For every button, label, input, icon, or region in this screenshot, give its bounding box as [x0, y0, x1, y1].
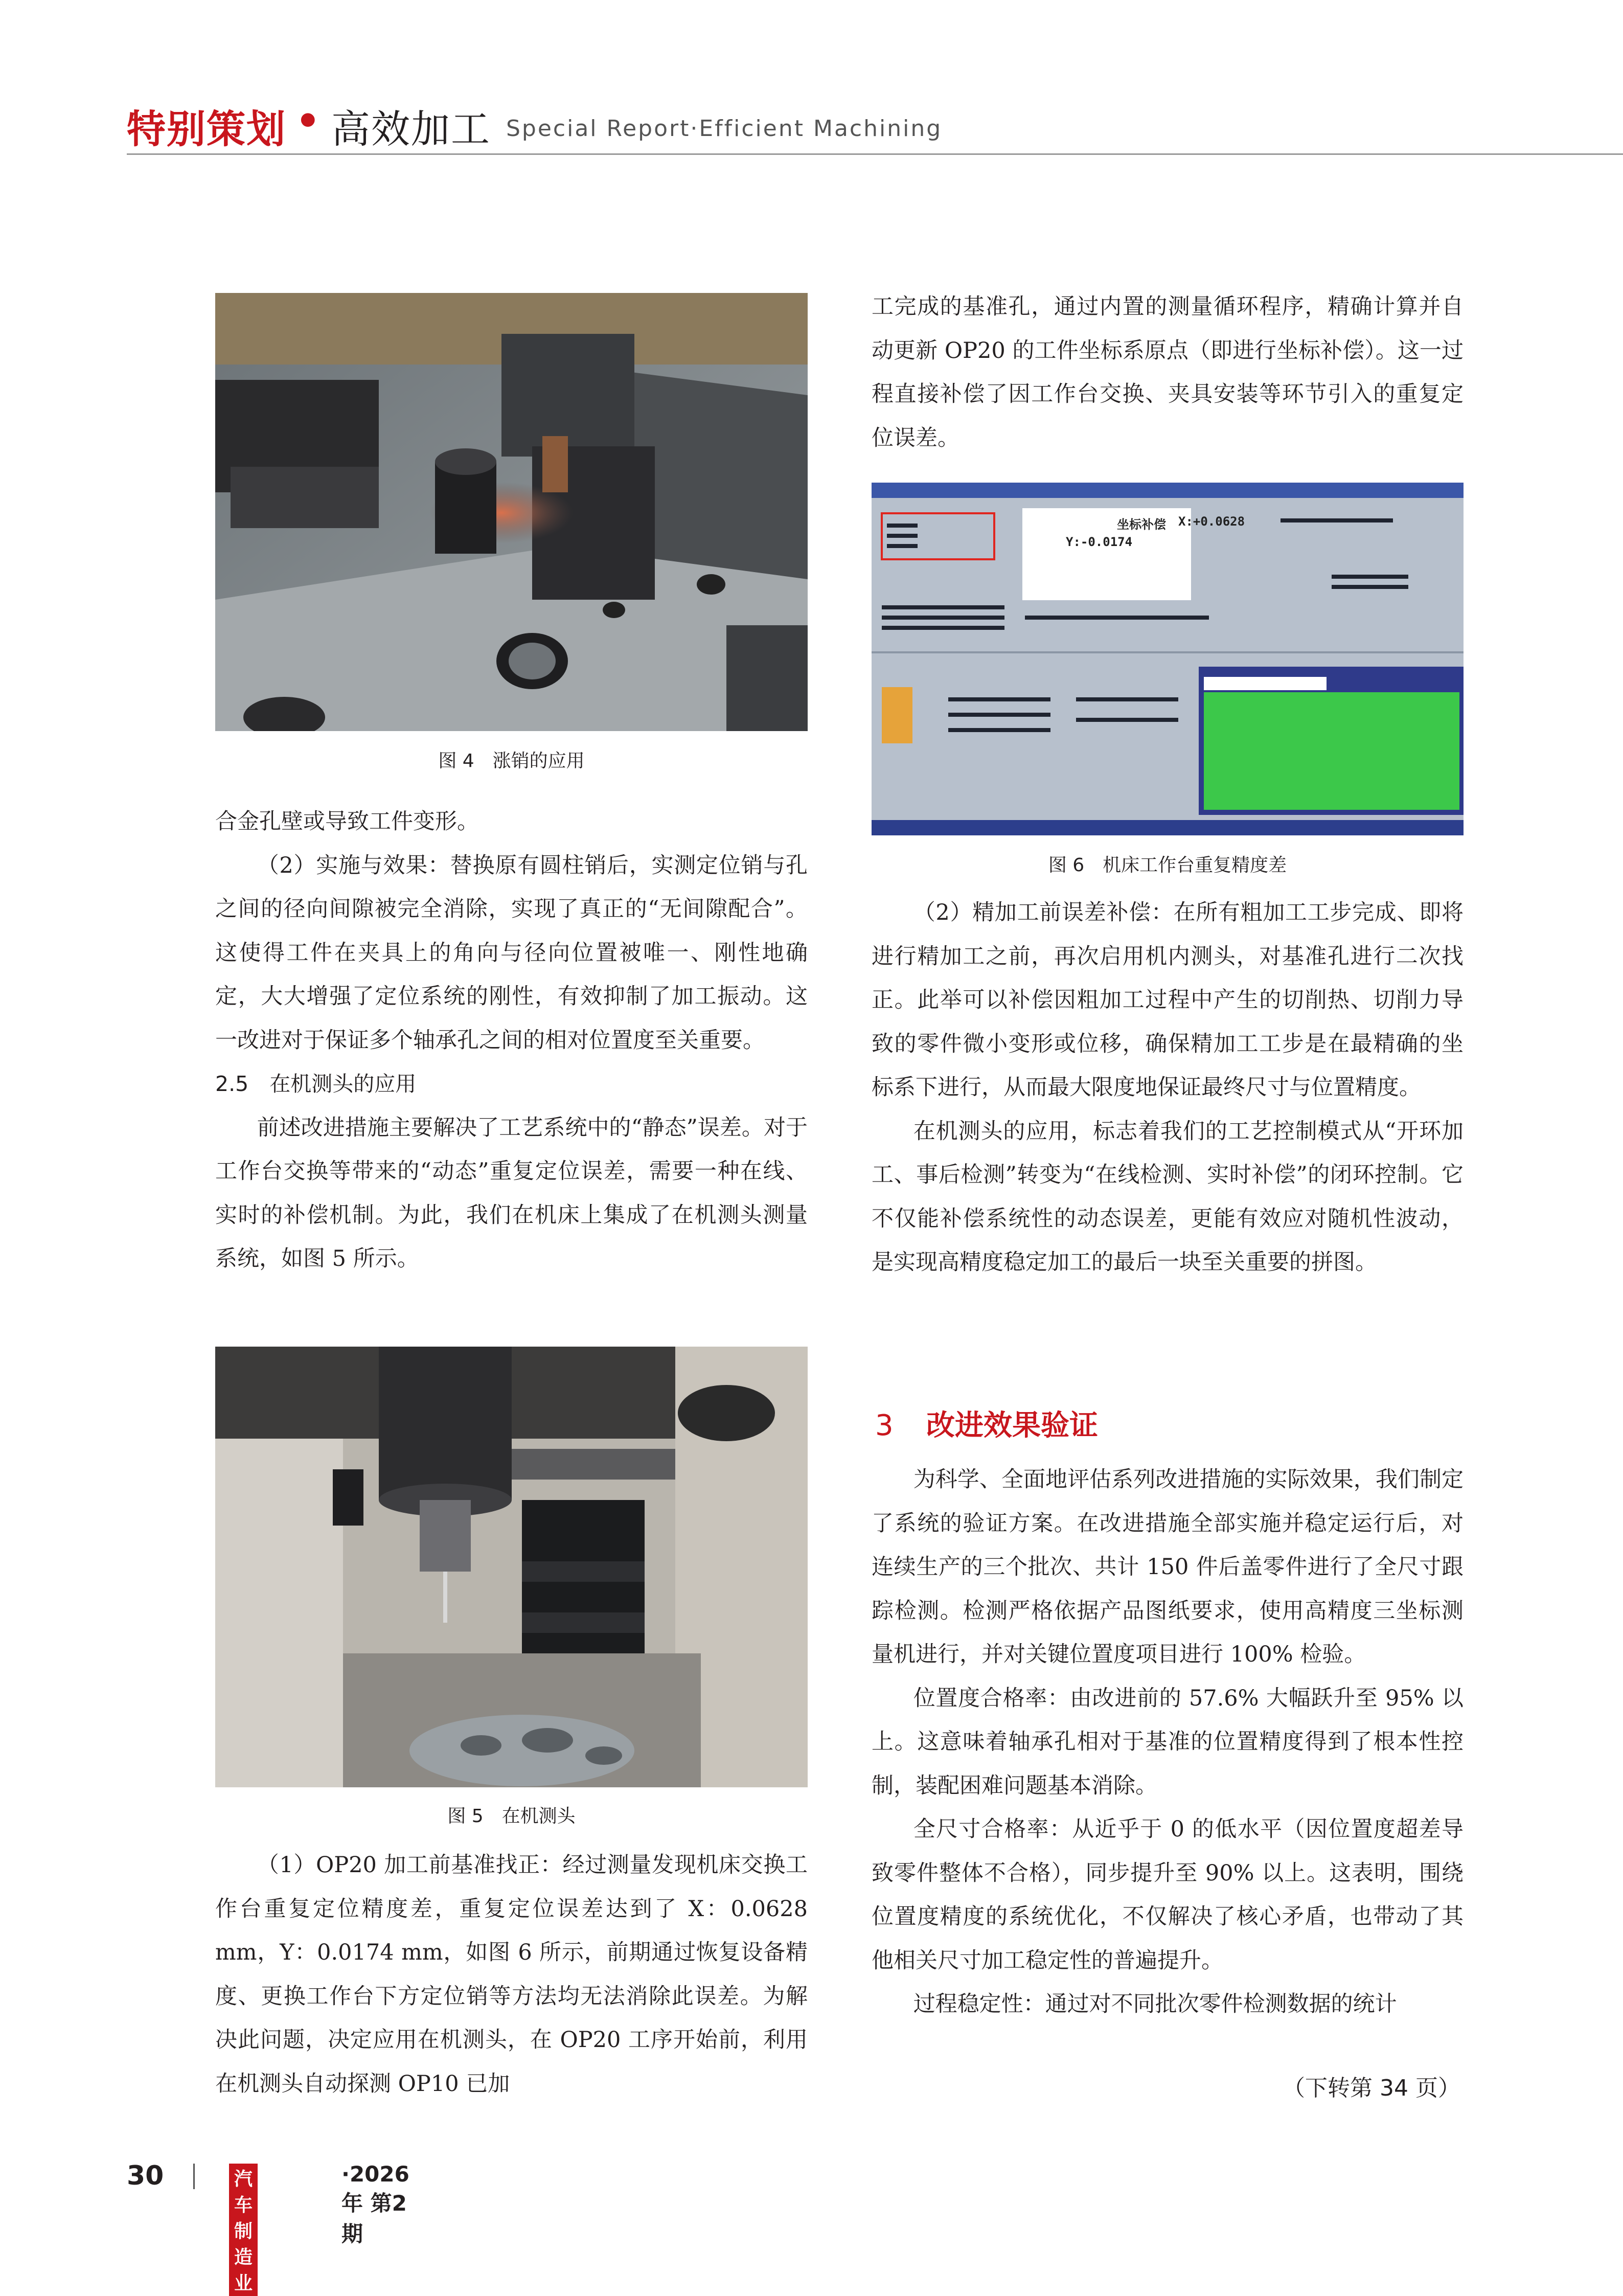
paragraph: 工完成的基准孔，通过内置的测量循环程序，精确计算并自动更新 OP20 的工件坐标系原点（即进行坐标补偿）。这一过程直接补偿了因工作台交换、夹具安装等环节引入的重复定位误差。 [872, 294, 1464, 451]
figure-4-photo [215, 293, 808, 731]
popup-x-value: X:+0.0628 [1178, 514, 1245, 529]
issue-info: ·2026年 第2期 [341, 2162, 409, 2246]
left-column-lower [215, 1844, 808, 2106]
magazine-logo: 汽车制造业 [229, 2164, 258, 2296]
paragraph: （2）实施与效果：替换原有圆柱销后，实测定位销与孔之间的径向间隙被完全消除，实现了真正的“无间隙配合”。这使得工件在夹具上的角向与径向位置被唯一、刚性地确定，大大增强了定位系统的刚性，有效抑制了加工振动。这一改进对于保证多个轴承孔之间的相对位置度至关重要。 [215, 852, 808, 1053]
popup-y-value: Y:-0.0174 [1066, 535, 1133, 549]
popup-title: 坐标补偿 [1117, 517, 1166, 532]
page-number: 30 [127, 2161, 164, 2191]
paragraph: 合金孔壁或导致工件变形。 [215, 809, 479, 834]
left-column-upper [215, 800, 808, 1281]
figure-6-screen [872, 483, 1464, 835]
paragraph: 在机测头的应用，标志着我们的工艺控制模式从“开环加工、事后检测”转变为“在线检测、实时补偿”的闭环控制。它不仅能补偿系统性的动态误差，更能有效应对随机性波动，是实现高精度稳定加工的最后一块至关重要的拼图。 [872, 1118, 1464, 1275]
header-english-subtitle: Special Report·Efficient Machining [506, 116, 943, 142]
section-heading-2-5: 2.5 在机测头的应用 [215, 1072, 417, 1096]
header-topic: 高效加工 [331, 106, 491, 152]
header-dot: • [295, 98, 321, 144]
footer-separator [193, 2164, 195, 2189]
paragraph: 为科学、全面地评估系列改进措施的实际效果，我们制定了系统的验证方案。在改进措施全部实施并稳定运行后，对连续生产的三个批次、共计 150 件后盖零件进行了全尺寸跟踪检测。检测严格依据产品图纸要求，使用高精度三坐标测量机进行，并对关键位置度项目进行 100% 检验。 [872, 1467, 1464, 1667]
figure-5-photo [215, 1347, 808, 1787]
section-title: 改进效果验证 [926, 1409, 1098, 1442]
figure-4-caption: 图 4 涨销的应用 [438, 751, 585, 771]
section-heading-3 [875, 1403, 1098, 1444]
header-rule [127, 153, 1623, 155]
paragraph: 全尺寸合格率：从近乎于 0 的低水平（因位置度超差导致零件整体不合格），同步提升至 90% 以上。这表明，围绕位置度精度的系统优化，不仅解决了核心矛盾，也带动了其他相关尺寸加工稳定性的普遍提升。 [872, 1816, 1464, 1973]
right-column-middle [872, 891, 1464, 1285]
page-header [127, 98, 1623, 154]
continued-note: （下转第 34 页） [1283, 2075, 1460, 2101]
right-column-upper [872, 285, 1464, 460]
paragraph: 位置度合格率：由改进前的 57.6% 大幅跃升至 95% 以上。这意味着轴承孔相对于基准的位置精度得到了根本性控制，装配困难问题基本消除。 [872, 1685, 1464, 1799]
right-column-lower [872, 1458, 1464, 2027]
paragraph: （1）OP20 加工前基准找正：经过测量发现机床交换工作台重复定位精度差，重复定位误差达到了 X：0.0628 mm，Y：0.0174 mm，如图 6 所示，前期通过恢复设备精度、更换工作台下方定位销等方法均无法消除此误差。为解决此问题，决定应用在机测头，在 OP20 工序开始前，利用在机测头自动探测 OP10 已加 [215, 1852, 808, 2097]
paragraph: （2）精加工前误差补偿：在所有粗加工工步完成、即将进行精加工之前，再次启用机内测头，对基准孔进行二次找正。此举可以补偿因粗加工过程中产生的切削热、切削力导致的零件微小变形或位移，确保精加工工步是在最精确的坐标系下进行，从而最大限度地保证最终尺寸与位置精度。 [872, 900, 1464, 1100]
figure-5-caption: 图 5 在机测头 [447, 1806, 576, 1827]
figure-6-caption: 图 6 机床工作台重复精度差 [1048, 855, 1287, 876]
section-number: 3 [875, 1409, 894, 1442]
paragraph: 前述改进措施主要解决了工艺系统中的“静态”误差。对于工作台交换等带来的“动态”重复定位误差，需要一种在线、实时的补偿机制。为此，我们在机床上集成了在机测头测量系统，如图 5 所示。 [215, 1115, 808, 1271]
paragraph: 过程稳定性：通过对不同批次零件检测数据的统计 [913, 1991, 1397, 2017]
header-section-title: 特别策划 [127, 106, 286, 152]
